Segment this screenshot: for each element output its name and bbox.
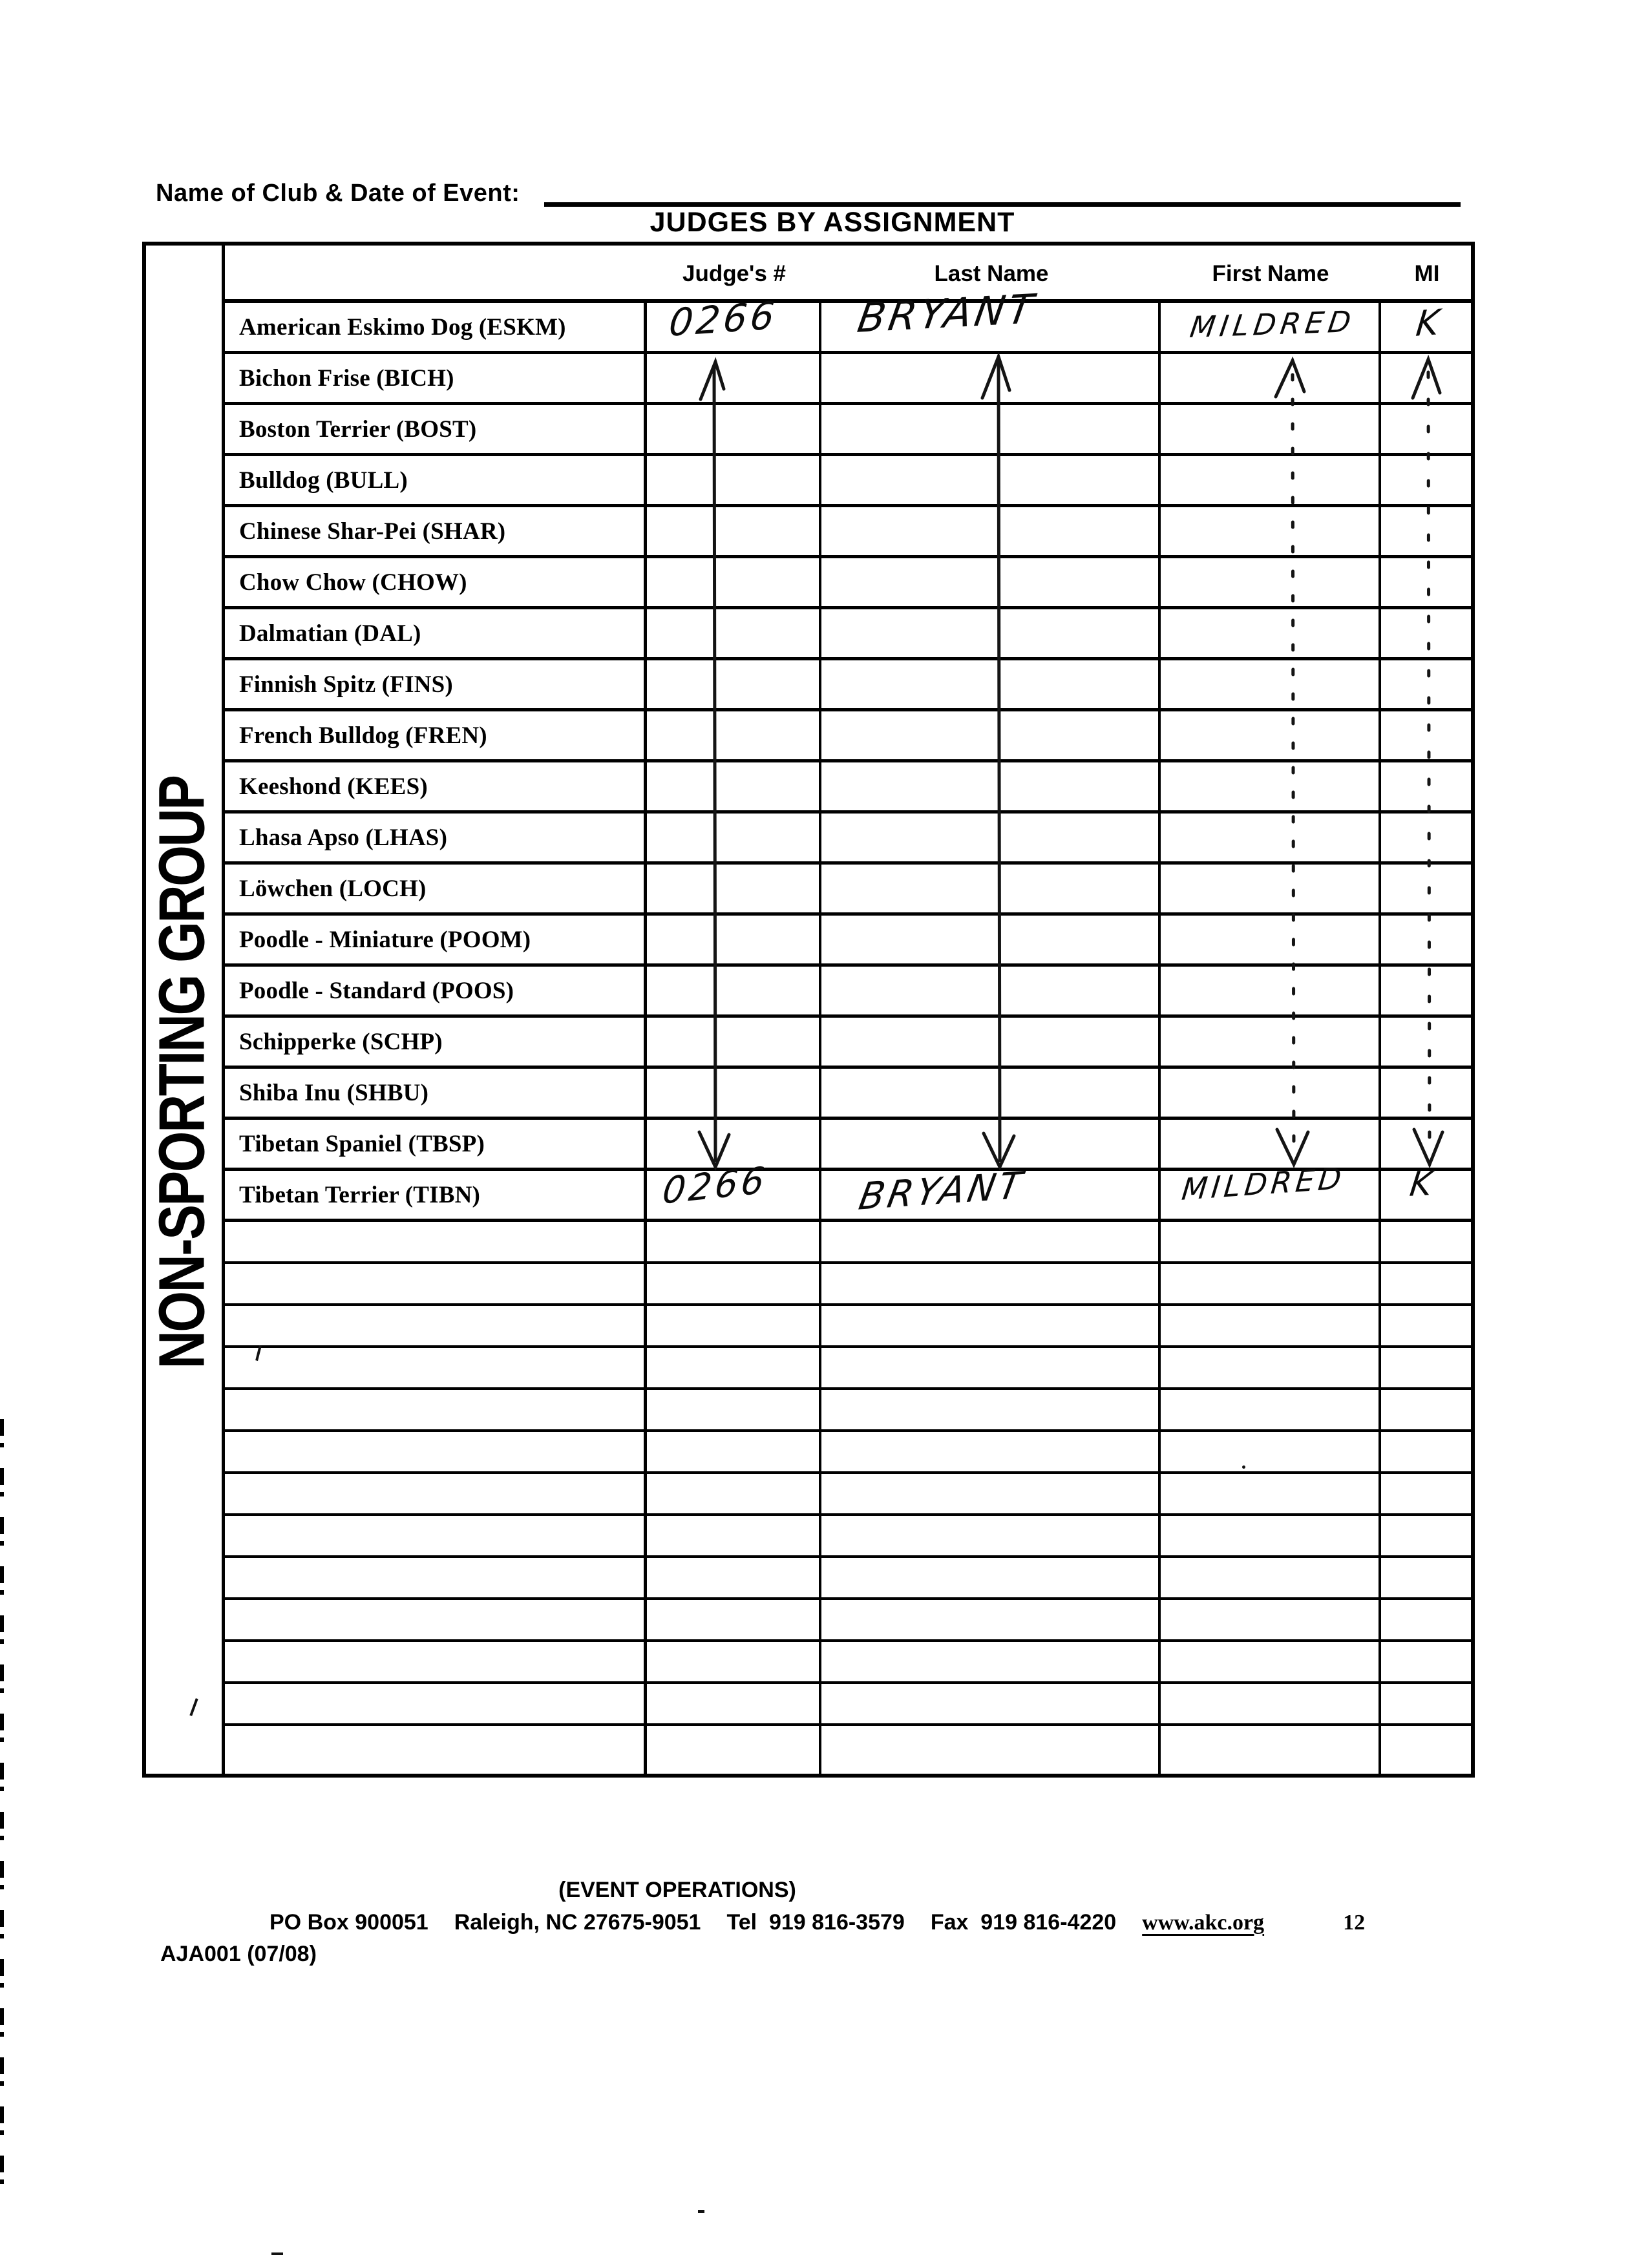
group-label: NON-SPORTING GROUP [145, 776, 218, 1369]
handwritten-mi-first-row: K [1414, 301, 1445, 344]
breed-cell: Keeshond (KEES) [225, 762, 647, 810]
ditto-arrow-last-name [982, 357, 1014, 1167]
breed-cell: Shiba Inu (SHBU) [225, 1069, 647, 1117]
ditto-arrow-mi [1413, 359, 1442, 1164]
page-title: JUDGES BY ASSIGNMENT [650, 207, 1015, 238]
breed-cell: Dalmatian (DAL) [225, 609, 647, 657]
breed-cell: Poodle - Standard (POOS) [225, 967, 647, 1014]
handwritten-last-name-first-row: BRYANT [854, 284, 1040, 342]
footer-contact-line [269, 1910, 1391, 1935]
breed-cell: Chow Chow (CHOW) [225, 558, 647, 606]
footer-department: (EVENT OPERATIONS) [558, 1878, 796, 1902]
column-header-mi: MI [1414, 261, 1440, 286]
ditto-arrow-judges-number [699, 362, 729, 1167]
breed-cell: American Eskimo Dog (ESKM) [225, 303, 647, 351]
breed-cell: Chinese Shar-Pei (SHAR) [225, 507, 647, 555]
breed-cell: Boston Terrier (BOST) [225, 405, 647, 453]
breed-cell: Bichon Frise (BICH) [225, 354, 647, 402]
breed-cell: Bulldog (BULL) [225, 456, 647, 504]
judges-assignment-table [142, 242, 1475, 1778]
handwritten-first-name-last-row: MILDRED [1180, 1160, 1347, 1207]
breed-cell: Lhasa Apso (LHAS) [225, 814, 647, 861]
breed-cell: Finnish Spitz (FINS) [225, 660, 647, 708]
handwritten-judge-number-last-row: 0266 [660, 1159, 770, 1213]
breed-cell: Tibetan Spaniel (TBSP) [225, 1120, 647, 1168]
club-date-blank-line [544, 202, 1461, 207]
handwritten-judge-number-first-row: 0266 [667, 293, 780, 345]
handwritten-first-name-first-row: MILDRED [1188, 304, 1358, 344]
breed-cell: French Bulldog (FREN) [225, 711, 647, 759]
footer-form-code: AJA001 (07/08) [160, 1942, 317, 1966]
breed-cell: Löwchen (LOCH) [225, 865, 647, 912]
ditto-arrow-first-name [1276, 361, 1308, 1164]
handwritten-mi-last-row: K [1408, 1164, 1438, 1204]
scan-speck [271, 2252, 283, 2255]
column-header-first-name: First Name [1212, 261, 1329, 286]
scan-artifact-left-edge [0, 1419, 4, 2200]
breed-cell: Schipperke (SCHP) [225, 1018, 647, 1066]
breed-cell: Tibetan Terrier (TIBN) [225, 1171, 647, 1219]
club-date-label: Name of Club & Date of Event: [156, 180, 520, 207]
handwritten-last-name-last-row: BRYANT [856, 1164, 1028, 1219]
footer-tel: Tel 919 816-3579 [726, 1910, 905, 1935]
footer-city: Raleigh, NC 27675-9051 [454, 1910, 701, 1935]
scan-speck [698, 2210, 704, 2213]
footer-page-number: 12 [1343, 1911, 1366, 1935]
footer-website-link[interactable]: www.akc.org [1142, 1911, 1265, 1935]
column-header-judges-number: Judge's # [682, 261, 787, 286]
breed-cell: Poodle - Miniature (POOM) [225, 916, 647, 963]
handwritten-ditto-arrows [146, 246, 1471, 1774]
footer-po-box: PO Box 900051 [269, 1910, 428, 1935]
column-header-last-name: Last Name [934, 261, 1049, 286]
footer-fax: Fax 919 816-4220 [930, 1910, 1117, 1935]
